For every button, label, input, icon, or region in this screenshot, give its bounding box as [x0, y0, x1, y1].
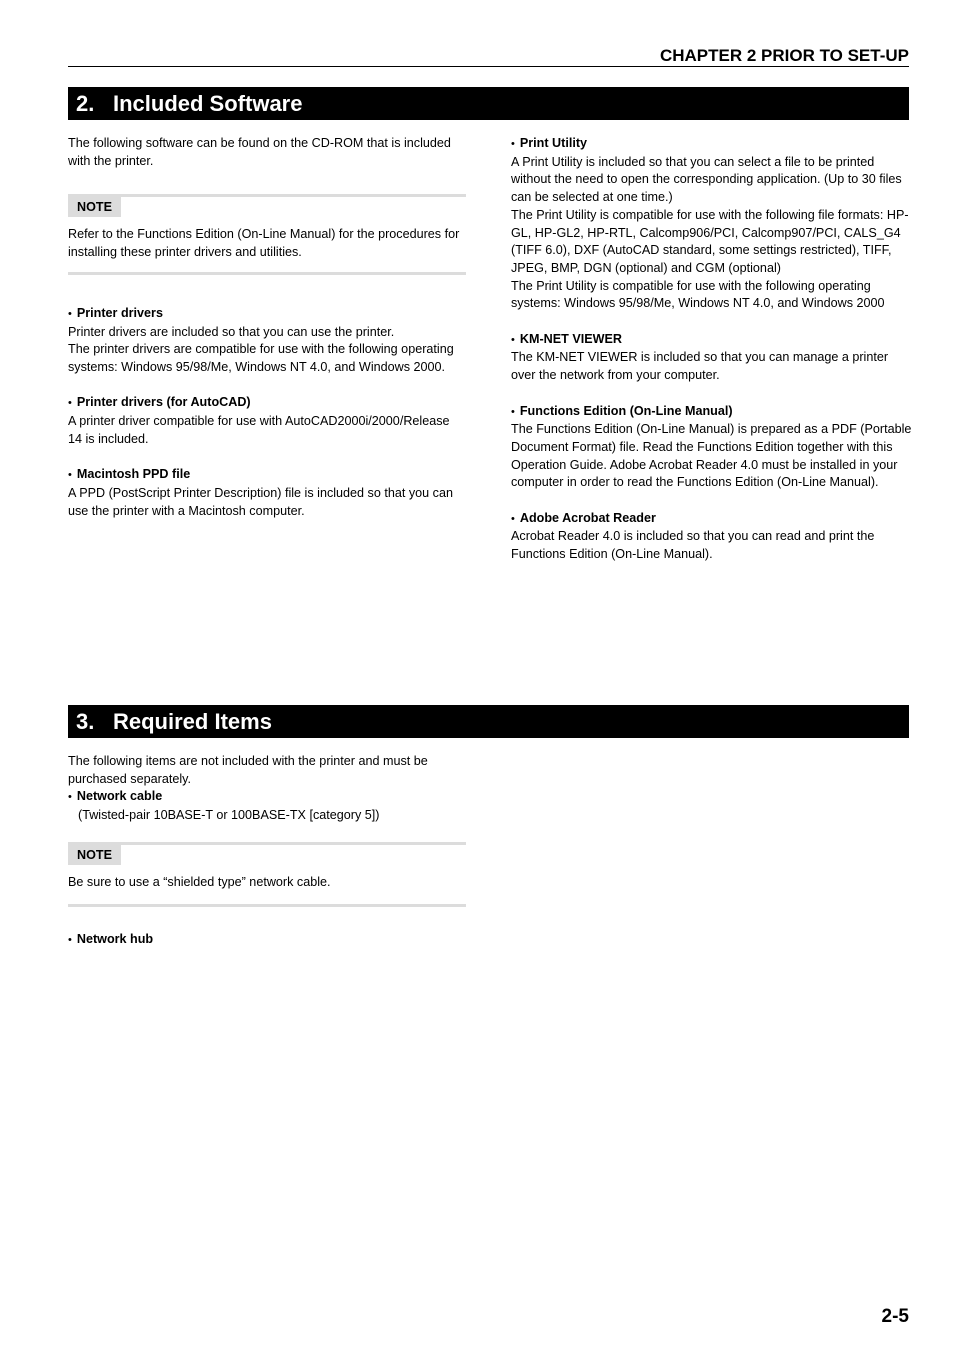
section-number: 2. [76, 91, 95, 116]
item-text: The Print Utility is compatible for use with the following file formats: HP-GL, HP-GL2, HP-RTL, Calcomp906/PCI, Calcomp907/PCI, CALS_G4 (TIFF 6.0), DXF (AutoCAD standard, some settings restricted), TIFF, JPEG, BMP, DGN (optional) and CGM (optional) [511, 207, 909, 275]
item-title-network-cable: • Network cable [68, 789, 163, 804]
item-title-adobe-acrobat-reader: • Adobe Acrobat Reader [511, 510, 656, 525]
item-detail: (Twisted-pair 10BASE-T or 100BASE-TX [category 5]) [78, 808, 380, 823]
item-text: Acrobat Reader 4.0 is included so that you can read and print the Functions Edition (On-Line Manual). [511, 529, 875, 562]
item-title-km-net-viewer: • KM-NET VIEWER [511, 331, 623, 346]
item-text: A printer driver compatible for use with AutoCAD2000i/2000/Release 14 is included. [68, 414, 450, 446]
item-title-printer-drivers: • Printer drivers [68, 305, 163, 320]
item-text: The printer drivers are compatible for use with the following operating systems: Windows 95/98/Me, Windows NT 4.0, and Windows 2000. [68, 342, 454, 374]
note-box [68, 194, 466, 274]
section-title-required-items [68, 705, 909, 738]
item-title-macintosh-ppd: • Macintosh PPD file [68, 467, 191, 482]
item-text: Printer drivers are included so that you can use the printer. [68, 324, 395, 339]
note-text: Refer to the Functions Edition (On-Line Manual) for the procedures for installing these printer drivers and utilities. [68, 227, 460, 260]
item-title-functions-edition: • Functions Edition (On-Line Manual) [511, 403, 733, 418]
chapter-rule [68, 66, 909, 67]
item-text: A PPD (PostScript Printer Description) file is included so that you can use the printer with a Macintosh computer. [68, 485, 453, 518]
section-title: Required Items [113, 709, 272, 734]
section2-left-column [68, 135, 466, 520]
item-text: The Print Utility is compatible for use with the following operating systems: Windows 95/98/Me, Windows NT 4.0, and Windows 2000 [511, 278, 885, 311]
section-number: 3. [76, 709, 95, 734]
section2-intro: The following software can be found on the CD-ROM that is included with the printer. [68, 136, 451, 168]
item-title-print-utility: • Print Utility [511, 136, 588, 150]
page-number: 2-5 [881, 1306, 909, 1327]
item-text: The KM-NET VIEWER is included so that you can manage a printer over the network from your computer. [511, 350, 889, 383]
note-label: NOTE [68, 197, 121, 217]
section3-intro: The following items are not included with the printer and must be purchased separately. [68, 754, 428, 786]
note-text: Be sure to use a “shielded type” network cable. [68, 874, 331, 889]
item-text: A Print Utility is included so that you can select a file to be printed without the need to open the corresponding application. (Up to 30 files can be selected at one time.) [511, 154, 902, 205]
note-label: NOTE [68, 845, 121, 865]
section-title-included-software [68, 87, 909, 120]
section2-right-column [511, 135, 913, 564]
item-title-printer-drivers-autocad: • Printer drivers (for AutoCAD) [68, 395, 251, 410]
item-title-network-hub: • Network hub [68, 931, 154, 946]
item-text: The Functions Edition (On-Line Manual) is prepared as a PDF (Portable Document Format) file. Read the Functions Edition together with this Operation Guide. Adobe Acrobat Reader 4.0 must be installed in your computer in order to read the Functions Edition (On-Line Manual). [511, 422, 912, 490]
section3-column [68, 753, 466, 949]
note-box [68, 842, 466, 907]
section-title: Included Software [113, 91, 303, 116]
chapter-header: CHAPTER 2 PRIOR TO SET-UP [659, 46, 909, 65]
